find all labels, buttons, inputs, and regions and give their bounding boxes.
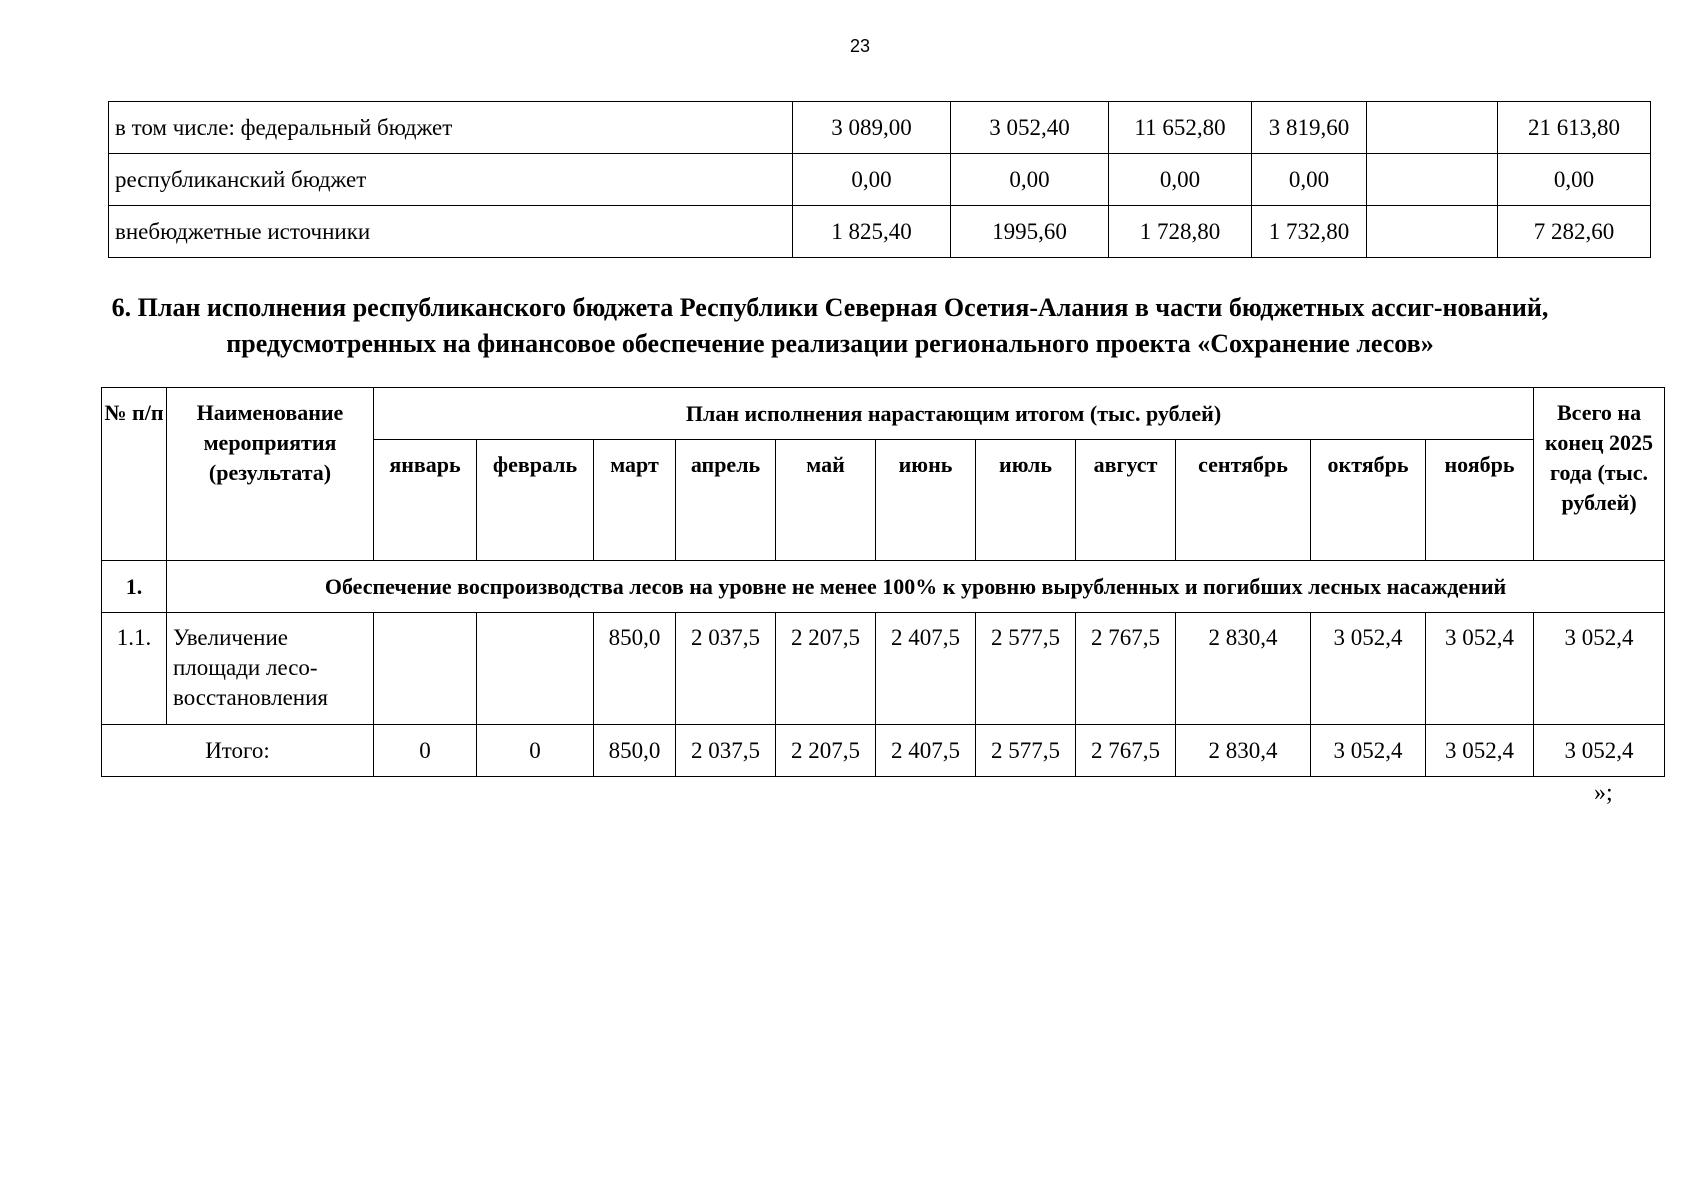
funding-value: 0,00 — [951, 154, 1109, 206]
funding-label: в том числе: федеральный бюджет — [109, 102, 793, 154]
month-header: июнь — [876, 440, 976, 561]
item-number: 1.1. — [102, 613, 167, 725]
month-value: 2 830,4 — [1176, 613, 1311, 725]
month-value: 2 767,5 — [1076, 725, 1176, 777]
month-header: ноябрь — [1426, 440, 1534, 561]
month-header: август — [1076, 440, 1176, 561]
budget-plan-table — [101, 387, 1665, 777]
item-total: 3 052,4 — [1534, 613, 1665, 725]
funding-value: 3 819,60 — [1252, 102, 1367, 154]
month-value: 2 407,5 — [876, 725, 976, 777]
month-value — [374, 613, 477, 725]
funding-value: 0,00 — [1252, 154, 1367, 206]
funding-value: 0,00 — [1109, 154, 1252, 206]
funding-value: 1995,60 — [951, 206, 1109, 258]
month-value: 2 207,5 — [776, 725, 876, 777]
col-header-total: Всего на конец 2025 года (тыс. рублей) — [1534, 388, 1665, 561]
funding-value: 3 089,00 — [793, 102, 951, 154]
funding-value: 11 652,80 — [1109, 102, 1252, 154]
col-header-number: № п/п — [102, 388, 167, 561]
month-header: февраль — [477, 440, 594, 561]
month-value: 2 407,5 — [876, 613, 976, 725]
month-header: апрель — [676, 440, 776, 561]
goal-number: 1. — [102, 561, 167, 613]
total-label: Итого: — [102, 725, 374, 777]
month-value: 2 207,5 — [776, 613, 876, 725]
month-value: 2 767,5 — [1076, 613, 1176, 725]
table-row — [109, 206, 1651, 258]
table-row — [102, 613, 1665, 725]
month-value: 3 052,4 — [1311, 613, 1426, 725]
funding-value: 7 282,60 — [1498, 206, 1651, 258]
month-header: сентябрь — [1176, 440, 1311, 561]
table-row — [109, 102, 1651, 154]
month-value: 2 577,5 — [976, 613, 1076, 725]
month-value: 3 052,4 — [1426, 613, 1534, 725]
funding-value — [1367, 102, 1498, 154]
month-value: 3 052,4 — [1311, 725, 1426, 777]
month-value: 2 577,5 — [976, 725, 1076, 777]
month-header: октябрь — [1311, 440, 1426, 561]
month-value: 0 — [477, 725, 594, 777]
month-value: 2 037,5 — [676, 725, 776, 777]
funding-value: 3 052,40 — [951, 102, 1109, 154]
month-header: март — [594, 440, 676, 561]
month-value: 2 830,4 — [1176, 725, 1311, 777]
col-header-name: Наименование мероприятия (результата) — [167, 388, 374, 561]
table-row — [109, 154, 1651, 206]
section-heading: 6. План исполнения республиканского бюджета Республики Северная Осетия-Алания в части бюджетных ассиг-нований, предусмотренных на финансовое обеспечение реализации регионального проекта «Сохранение лесов» — [111, 293, 1549, 358]
goal-text: Обеспечение воспроизводства лесов на уровне не менее 100% к уровню вырубленных и погибших лесных насаждений — [167, 561, 1665, 613]
month-value: 3 052,4 — [1426, 725, 1534, 777]
funding-value: 1 732,80 — [1252, 206, 1367, 258]
month-value — [477, 613, 594, 725]
funding-label: республиканский бюджет — [109, 154, 793, 206]
month-value: 2 037,5 — [676, 613, 776, 725]
funding-sources-table — [108, 101, 1651, 258]
month-value: 0 — [374, 725, 477, 777]
funding-label: внебюджетные источники — [109, 206, 793, 258]
item-name: Увеличение площади лесо-восстановления — [167, 613, 374, 725]
table-header-row — [102, 388, 1665, 440]
col-header-plan: План исполнения нарастающим итогом (тыс. рублей) — [374, 388, 1534, 440]
funding-value: 0,00 — [793, 154, 951, 206]
month-header: май — [776, 440, 876, 561]
funding-value — [1367, 206, 1498, 258]
closing-quote-mark: »; — [1594, 780, 1613, 806]
page-number: 23 — [849, 36, 871, 56]
month-header: январь — [374, 440, 477, 561]
month-header: июль — [976, 440, 1076, 561]
table-row — [102, 561, 1665, 613]
funding-value: 1 728,80 — [1109, 206, 1252, 258]
grand-total: 3 052,4 — [1534, 725, 1665, 777]
month-value: 850,0 — [594, 725, 676, 777]
funding-value: 0,00 — [1498, 154, 1651, 206]
funding-value — [1367, 154, 1498, 206]
month-value: 850,0 — [594, 613, 676, 725]
funding-value: 1 825,40 — [793, 206, 951, 258]
table-row — [102, 725, 1665, 777]
funding-value: 21 613,80 — [1498, 102, 1651, 154]
